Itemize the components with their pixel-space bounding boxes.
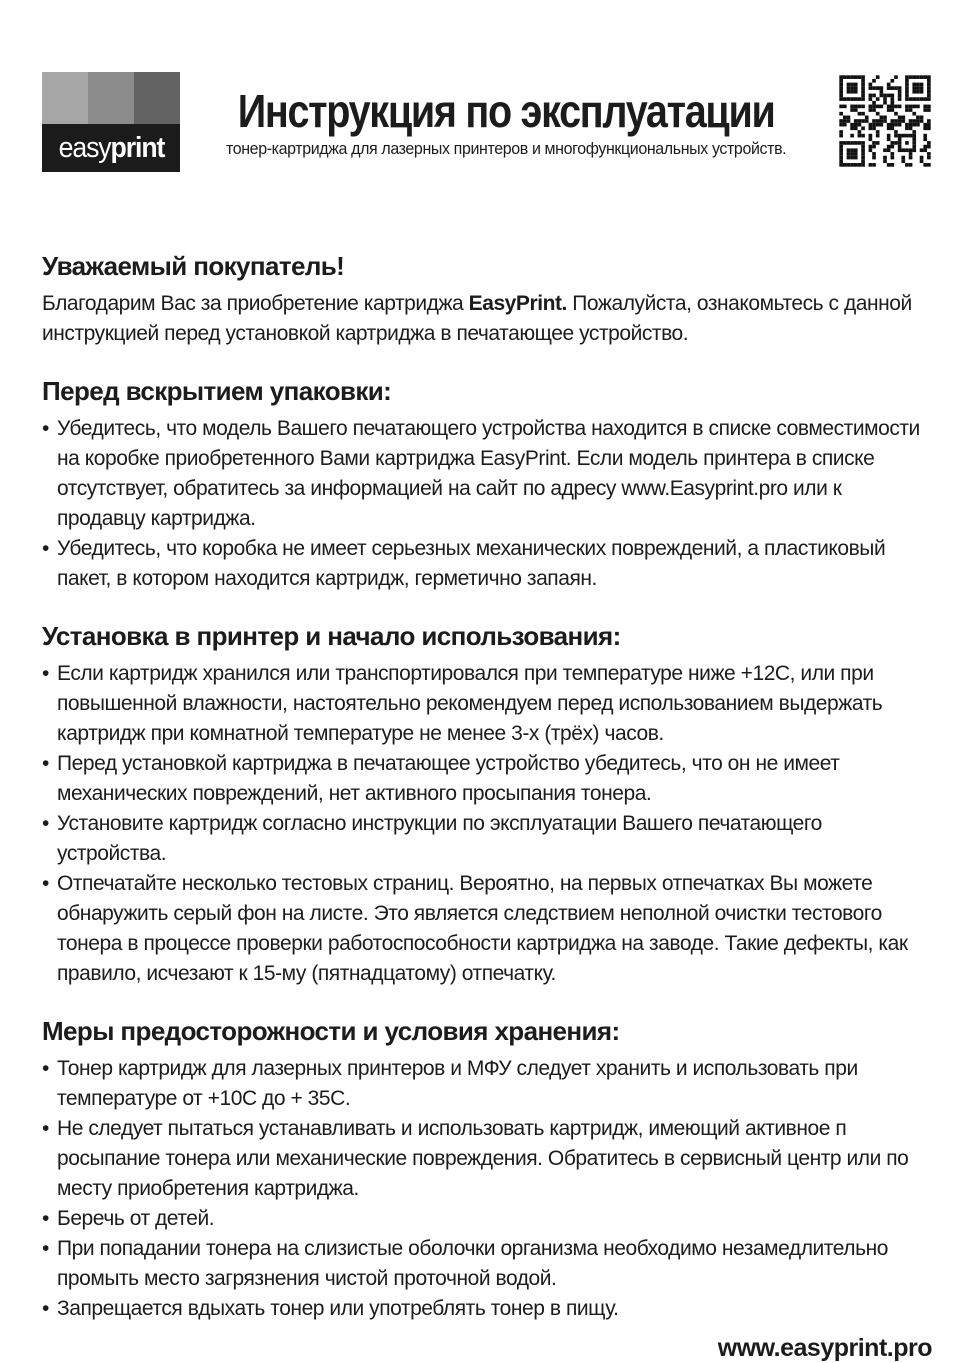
section-heading: Меры предосторожности и условия хранения: <box>42 1015 620 1046</box>
greeting-text-before: Благодарим Вас за приобретение картриджа <box>42 291 469 315</box>
bullet-list <box>42 1054 934 1324</box>
list-item: • Перед установкой картриджа в печатающее устройство убедитесь, что он не имеет механических повреждений, нет активного просыпания тонера. <box>42 749 934 809</box>
document-body <box>42 252 936 1363</box>
easyprint-logo <box>42 72 180 172</box>
logo-gray-square-2 <box>88 72 134 124</box>
logo-gray-square-3 <box>134 72 180 124</box>
greeting-paragraph <box>42 289 934 349</box>
page-title: Инструкция по эксплуатации <box>237 85 775 137</box>
section-before-opening <box>42 377 934 594</box>
section-heading: Перед вскрытием упаковки: <box>42 375 392 406</box>
list-item: • Убедитесь, что коробка не имеет серьезных механических повреждений, а пластиковый пакет, в котором находится картридж, герметично запаян. <box>42 534 934 594</box>
list-item: • Отпечатайте несколько тестовых страниц. Вероятно, на первых отпечатках Вы можете обнаружить серый фон на листе. Это является следствием неполной очистки тестового тонера в процессе проверки работоспособности картриджа на заводе. Такие дефекты, как правило, исчезают к 15-му (пятнадцатому) отпечатку. <box>42 869 934 989</box>
logo-wordmark-print: print <box>110 131 164 164</box>
list-item: • Установите картридж согласно инструкции по эксплуатации Вашего печатающего устройства. <box>42 809 934 869</box>
section-greeting <box>42 252 934 349</box>
section-precautions <box>42 1017 934 1324</box>
list-item: • Запрещается вдыхать тонер или употреблять тонер в пищу. <box>42 1294 934 1324</box>
list-item: • Не следует пытаться устанавливать и использовать картридж, имеющий активное п росыпание тонера или механические повреждения. Обратитесь в сервисный центр или по месту приобретения картриджа. <box>42 1114 934 1204</box>
logo-gray-square-1 <box>42 72 88 124</box>
list-item: • При попадании тонера на слизистые оболочки организма необходимо незамедлительно промыть место загрязнения чистой проточной водой. <box>42 1234 934 1294</box>
bullet-list <box>42 659 934 989</box>
bullet-list <box>42 414 934 594</box>
list-item: • Если картридж хранился или транспортировался при температуре ниже +12C, или при повышенной влажности, настоятельно рекомендуем перед использованием выдержать картридж при комнатной температуре не менее 3-х (трёх) часов. <box>42 659 934 749</box>
logo-gray-squares <box>42 72 180 124</box>
section-heading: Установка в принтер и начало использования: <box>42 620 621 651</box>
title-block <box>180 85 832 159</box>
list-item: • Убедитесь, что модель Вашего печатающего устройства находится в списке совместимости на коробке приобретенного Вами картриджа EasyPrint. Если модель принтера в списке отсутствует, обратитесь за информацией на сайт по адресу www.Easyprint.pro или к продавцу картриджа. <box>42 414 934 534</box>
qr-code-svg <box>832 68 938 174</box>
footer <box>42 1334 934 1363</box>
greeting-text-after: Пожалуйста, ознакомьтесь с данной инструкцией перед установкой картриджа в печатающее устройство. <box>42 291 912 345</box>
section-installation <box>42 622 934 989</box>
brand-name: EasyPrint. <box>468 291 567 315</box>
list-item: • Беречь от детей. <box>42 1204 934 1234</box>
logo-wordmark-easy: easy <box>58 131 111 164</box>
logo-wordmark <box>58 132 164 165</box>
website-url: www.easyprint.pro <box>717 1333 932 1362</box>
list-item: • Тонер картридж для лазерных принтеров и МФУ следует хранить и использовать при температуре от +10C до + 35C. <box>42 1054 934 1114</box>
page-subtitle: тонер-картриджа для лазерных принтеров и многофункциональных устройств. <box>225 138 787 158</box>
qr-code-icon <box>832 68 938 174</box>
logo-wordmark-band <box>42 124 180 172</box>
greeting-heading: Уважаемый покупатель! <box>42 251 345 281</box>
header <box>42 68 936 174</box>
